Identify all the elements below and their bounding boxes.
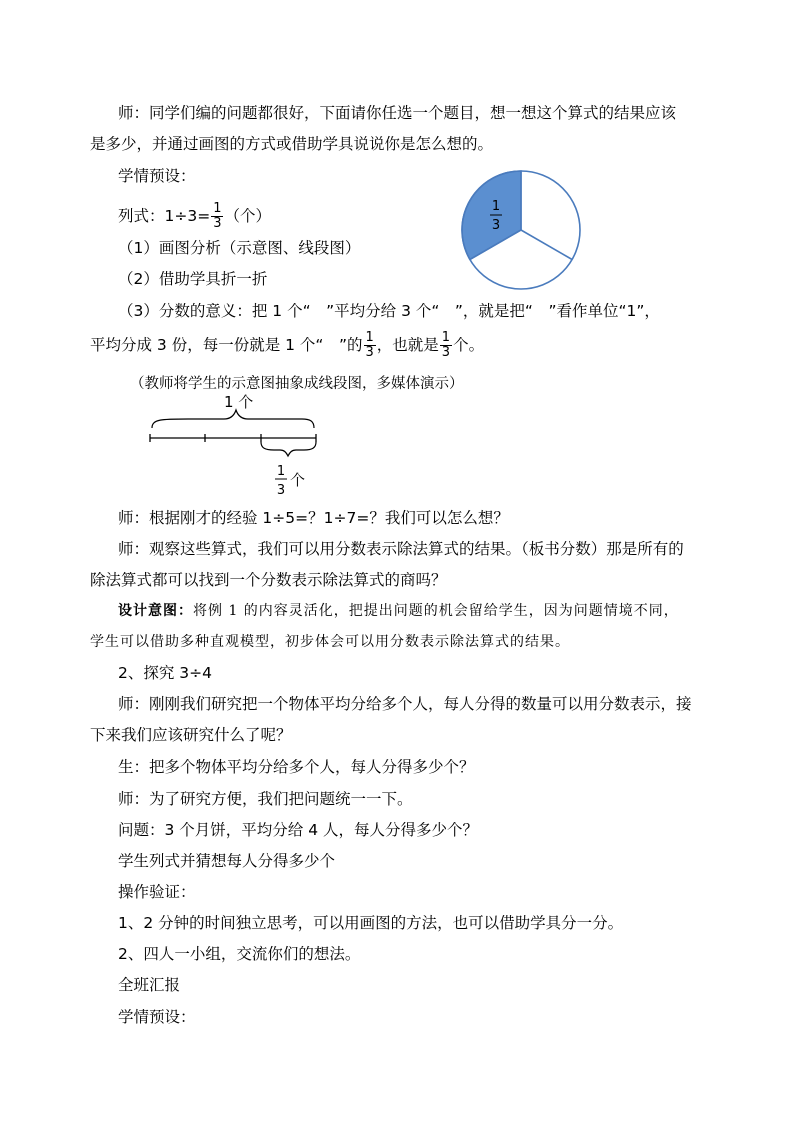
fraction-one-third-a	[364, 331, 376, 360]
fraction-one-third-b	[440, 331, 452, 360]
text-line-17: 下来我们应该研究什么了呢？	[90, 726, 292, 744]
section-heading-explore: 2、探究 3÷4	[118, 664, 212, 682]
text-line-2: 是多少，并通过画图的方式或借助学具说说你是怎么想的。	[90, 135, 494, 153]
text-line-10: 师：根据刚才的经验 1÷5=？1÷7=？我们可以怎么想？	[118, 509, 509, 527]
pie-divider-2	[521, 230, 572, 260]
pie-label-num: 1	[491, 199, 501, 214]
design-intent-heading: 设计意图：	[118, 603, 193, 619]
fraction-numerator: 1	[441, 330, 451, 345]
text-line-9: （教师将学生的示意图抽象成线段图，多媒体演示）	[130, 376, 464, 392]
text-line-6: （2）借助学具折一折	[118, 270, 268, 288]
line8-part-b: ，也就是	[376, 336, 439, 354]
design-intent-line-2: 学生可以借助多种直观模型，初步体会可以用分数表示除法算式的结果。	[90, 634, 570, 650]
text-line-3: 学情预设：	[118, 167, 196, 185]
formula-line	[118, 202, 271, 231]
fraction-numerator: 1	[365, 330, 374, 345]
fraction-denominator: 3	[441, 345, 451, 360]
pie-diagram	[460, 170, 586, 290]
text-line-16: 师：刚刚我们研究把一个物体平均分给多个人，每人分得的数量可以用分数表示，接	[118, 695, 692, 713]
design-intent-line	[118, 601, 679, 621]
line8-part-a: 平均分成 3 份，每一份就是 1 个“ ”的	[90, 336, 363, 354]
segment-bottom-unit: 个	[290, 471, 306, 489]
text-line-8	[90, 331, 484, 360]
formula-suffix: （个）	[224, 207, 271, 225]
fraction-denominator: 3	[365, 345, 374, 360]
text-line-22: 操作验证：	[118, 883, 196, 901]
segment-top-label: 1 个	[224, 393, 254, 411]
fraction-one-third	[211, 202, 223, 231]
text-line-11: 师：观察这些算式，我们可以用分数表示除法算式的结果。（板书分数）那是所有的	[118, 540, 684, 558]
text-line-20: 问题：3 个月饼，平均分给 4 人，每人分得多少个？	[118, 821, 479, 839]
formula-prefix: 列式：1÷3=	[118, 207, 211, 225]
segment-diagram	[140, 388, 340, 504]
bottom-brace	[261, 442, 316, 456]
text-line-24: 2、四人一小组，交流你们的想法。	[118, 945, 361, 963]
design-intent-text: 将例 1 的内容灵活化，把提出问题的机会留给学生，因为问题情境不同，	[193, 603, 679, 619]
text-line-21: 学生列式并猜想每人分得多少个	[118, 852, 336, 870]
fraction-denominator: 3	[213, 216, 222, 231]
segment-bottom-num: 1	[276, 464, 286, 479]
text-line-12: 除法算式都可以找到一个分数表示除法算式的商吗？	[90, 571, 447, 589]
text-line-18: 生：把多个物体平均分给多个人，每人分得多少个？	[118, 758, 475, 776]
text-line-25: 全班汇报	[118, 976, 181, 994]
segment-bottom-den: 3	[276, 483, 286, 498]
text-line-5: （1）画图分析（示意图、线段图）	[118, 239, 361, 257]
text-line-23: 1、2 分钟的时间独立思考，可以用画图的方法，也可以借助学具分一分。	[118, 914, 624, 932]
fraction-numerator: 1	[213, 201, 222, 216]
pie-label-den: 3	[491, 218, 501, 233]
text-line-7: （3）分数的意义：把 1 个“ ”平均分给 3 个“ ”，就是把“ ”看作单位“1”，	[118, 302, 660, 320]
top-brace	[152, 410, 314, 428]
text-line-1: 师：同学们编的问题都很好，下面请你任选一个题目，想一想这个算式的结果应该	[118, 104, 677, 122]
line8-part-c: 个。	[453, 336, 485, 354]
text-line-19: 师：为了研究方便，我们把问题统一一下。	[118, 790, 413, 808]
text-line-26: 学情预设：	[118, 1008, 196, 1026]
